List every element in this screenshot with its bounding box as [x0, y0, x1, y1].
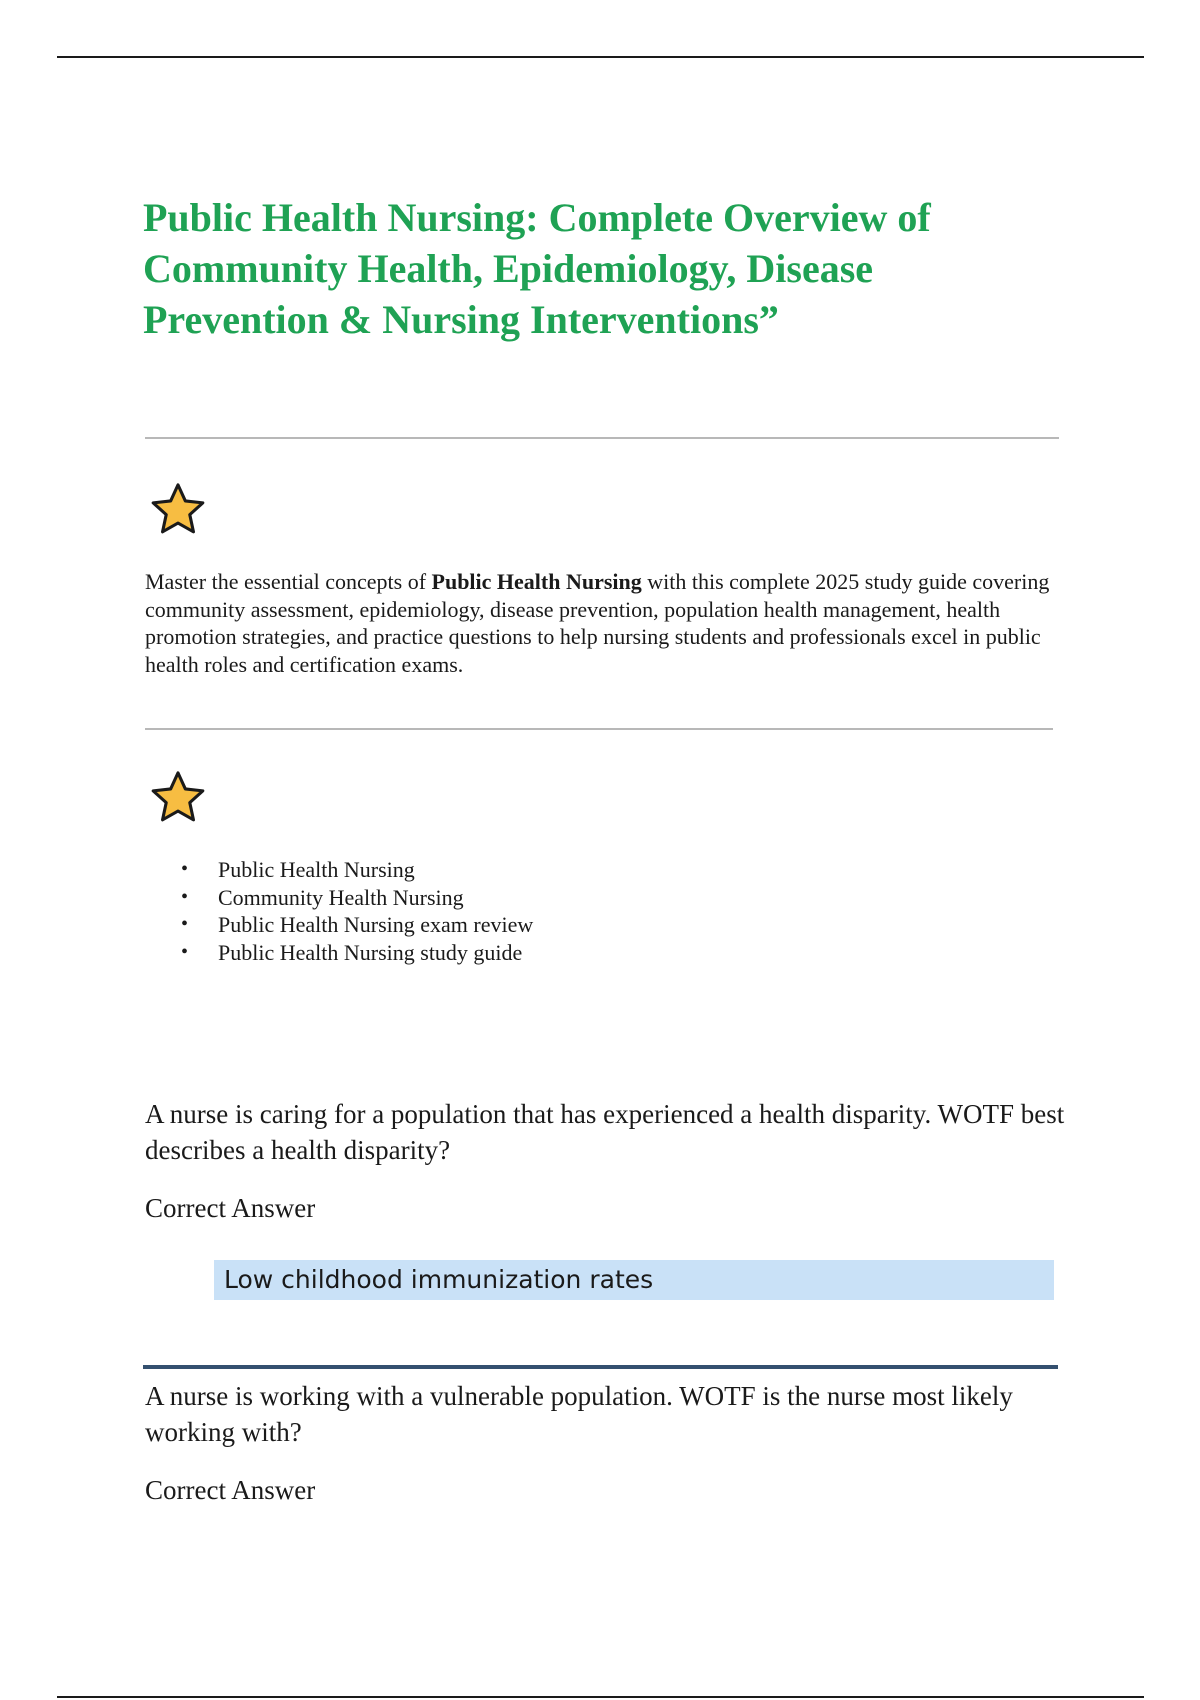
page-top-rule [57, 56, 1144, 58]
correct-answer-value: Low childhood immunization rates [214, 1260, 1054, 1300]
list-item [145, 939, 845, 967]
list-item [145, 884, 845, 912]
bullet-icon: • [181, 913, 189, 935]
keyword-text: Community Health Nursing [218, 884, 464, 910]
intro-bold: Public Health Nursing [431, 569, 642, 594]
intro-paragraph [145, 568, 1065, 678]
bullet-icon: • [181, 885, 189, 908]
correct-answer-label: Correct Answer [145, 1475, 316, 1505]
page-title: Public Health Nursing: Complete Overview of Community Health, Epidemiology, Disease Prevention & Nursing Interventions” [143, 195, 931, 342]
question-2-text: A nurse is working with a vulnerable population. WOTF is the nurse most likely working with? [145, 1381, 1013, 1447]
question-1-text: A nurse is caring for a population that has experienced a health disparity. WOTF best describes a health disparity? [145, 1099, 1065, 1165]
bullet-icon: • [181, 858, 189, 880]
bullet-icon: • [181, 940, 189, 963]
star-icon [149, 770, 207, 826]
intro-suffix: with this complete 2025 study guide covering community assessment, epidemiology, disease prevention, population health management, health promotion strategies, and practice questions to help nursing students and professionals excel in public health roles and certification exams. [145, 569, 1050, 677]
page-bottom-rule [57, 1696, 1144, 1698]
section-divider [143, 1365, 1058, 1369]
star-icon [149, 482, 207, 538]
list-item [145, 856, 845, 884]
correct-answer-label: Correct Answer [145, 1193, 316, 1223]
keyword-list [145, 856, 845, 966]
list-item [145, 911, 845, 939]
keyword-text: Public Health Nursing exam review [218, 912, 534, 937]
divider [145, 728, 1053, 730]
keyword-text: Public Health Nursing study guide [218, 939, 523, 965]
keyword-text: Public Health Nursing [218, 857, 415, 882]
intro-prefix: Master the essential concepts of [145, 569, 432, 594]
divider [145, 437, 1059, 439]
